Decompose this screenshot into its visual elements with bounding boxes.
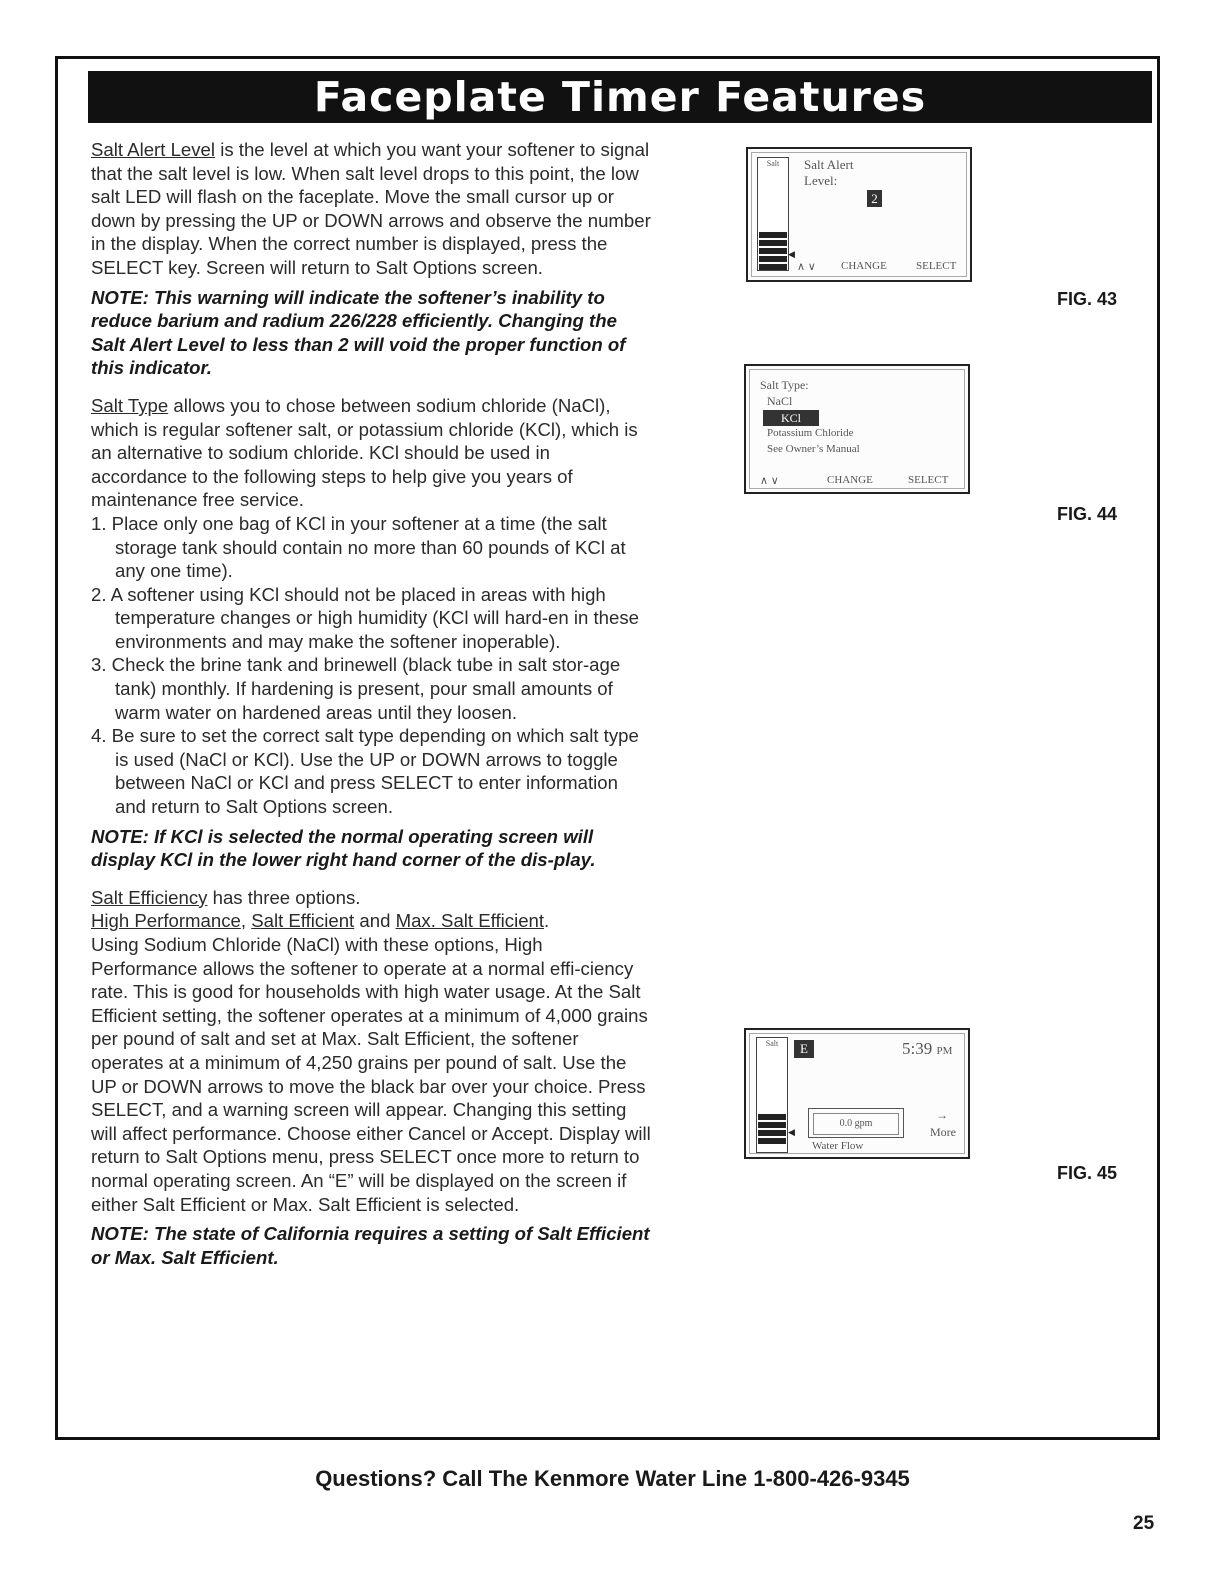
salt-level-bar bbox=[759, 248, 787, 254]
salt-level-bar bbox=[759, 232, 787, 238]
option-nacl: NaCl bbox=[767, 394, 793, 408]
list-item: 1. Place only one bag of KCl in your softener at a time (the salt storage tank should contain no more than 60 pounds of KCl at any one time). bbox=[91, 512, 626, 582]
efficiency-mode-indicator: E bbox=[794, 1040, 814, 1058]
salt-level-bar bbox=[758, 1138, 786, 1144]
fig45-label: FIG. 45 bbox=[1057, 1163, 1118, 1183]
change-label: CHANGE bbox=[827, 474, 873, 486]
salt-level-bar bbox=[758, 1122, 786, 1128]
fig43-display bbox=[746, 147, 972, 282]
alert-level-cursor-icon: ◀ bbox=[788, 249, 795, 259]
more-label: More bbox=[930, 1125, 956, 1139]
salt-type-paragraph: Salt Type allows you to chose between sodium chloride (NaCl), which is regular softener salt, or potassium chloride (KCl), which is an alternative to sodium chloride. KCl should be used in accordance to the following steps to help give you years of maintenance free service. bbox=[91, 394, 638, 511]
list-item: 2. A softener using KCl should not be placed in areas with high temperature changes or high humidity (KCl will hard-en in these environments and may make the softener inoperable). bbox=[91, 583, 639, 652]
footer-helpline: Questions? Call The Kenmore Water Line 1-800-426-9345 bbox=[315, 1466, 910, 1491]
option-kcl-selected: KCl bbox=[763, 410, 819, 426]
salt-efficiency-term: Salt Efficiency bbox=[91, 886, 208, 908]
salt-level-bar bbox=[758, 1130, 786, 1136]
fig45-display bbox=[744, 1028, 970, 1159]
fig44-label: FIG. 44 bbox=[1057, 504, 1118, 524]
level-label: Level: bbox=[804, 173, 838, 188]
salt-level-cursor-icon: ◀ bbox=[788, 1127, 795, 1137]
fig44-display bbox=[744, 364, 970, 494]
body-text bbox=[91, 138, 651, 1269]
list-item: 4. Be sure to set the correct salt type depending on which salt type is used (NaCl or KCl). Use the UP or DOWN arrows to toggle between NaCl or KCl and press SELECT to enter information and return to Salt Options screen. bbox=[91, 725, 639, 818]
option-see-manual: See Owner’s Manual bbox=[767, 443, 860, 455]
salt-efficiency-intro: Salt Efficiency has three options. bbox=[91, 886, 361, 908]
select-label: SELECT bbox=[916, 260, 957, 272]
salt-level-bar bbox=[759, 264, 787, 270]
salt-level-bar bbox=[759, 256, 787, 262]
salt-level-column bbox=[757, 157, 789, 271]
water-flow-value: 0.0 gpm bbox=[813, 1113, 899, 1135]
salt-type-label: Salt Type: bbox=[760, 378, 809, 392]
option-potassium-chloride: Potassium Chloride bbox=[767, 427, 854, 439]
salt-level-bar bbox=[758, 1114, 786, 1120]
more-arrow-icon: → bbox=[936, 1108, 948, 1122]
salt-type-term: Salt Type bbox=[91, 394, 169, 416]
salt-level-column bbox=[756, 1037, 788, 1153]
kcl-steps-list bbox=[91, 512, 651, 819]
fig43-label: FIG. 43 bbox=[1057, 289, 1118, 309]
clock-time: 5:39 PM bbox=[902, 1039, 953, 1058]
salt-alert-label: Salt Alert bbox=[804, 157, 854, 172]
up-down-arrows: ∧ ∨ bbox=[797, 261, 816, 273]
salt-type-note: NOTE: If KCl is selected the normal operating screen will display KCl in the lower right hand corner of the dis-play. bbox=[91, 825, 596, 871]
select-label: SELECT bbox=[908, 474, 949, 486]
up-down-arrows: ∧ ∨ bbox=[760, 475, 779, 487]
salt-alert-term: Salt Alert Level bbox=[91, 139, 216, 160]
salt-alert-note: NOTE: This warning will indicate the softener’s inability to reduce barium and radium 226/228 efficiently. Changing the Salt Alert Level to less than 2 will void the proper function of this indicator. bbox=[91, 286, 626, 379]
salt-level-bar bbox=[759, 240, 787, 246]
water-flow-label: Water Flow bbox=[812, 1140, 864, 1152]
page-number: 25 bbox=[1133, 1513, 1155, 1534]
list-item: 3. Check the brine tank and brinewell (black tube in salt stor-age tank) monthly. If hardening is present, pour small amounts of warm water on hardened areas until they loosen. bbox=[91, 654, 621, 723]
salt-label: Salt bbox=[765, 1039, 779, 1048]
salt-efficiency-options: High Performance, Salt Efficient and Max. Salt Efficient. bbox=[91, 910, 550, 932]
salt-alert-paragraph: Salt Alert Level is the level at which you want your softener to signal that the salt level is low. When salt level drops to this point, the low salt LED will flash on the faceplate. Move the small cursor up or down by pressing the UP or DOWN arrows and observe the number in the display. When the correct number is displayed, press the SELECT key. Screen will return to Salt Options screen. bbox=[91, 139, 651, 278]
alert-level-value: 2 bbox=[867, 190, 882, 207]
salt-label: Salt bbox=[766, 159, 780, 168]
water-flow-value-box bbox=[808, 1108, 904, 1138]
salt-efficiency-paragraph: Using Sodium Chloride (NaCl) with these options, High Performance allows the softener to operate at a normal effi-ciency rate. This is good for households with high water usage. At the Salt Efficient setting, the softener operates at a minimum of 4,000 grains per pound of salt and set at Max. Salt Efficient, the softener operates at a minimum of 4,250 grains per pound of salt. Use the UP or DOWN arrows to move the black bar over your choice. Press SELECT, and a warning screen will appear. Changing this setting will affect performance. Choose either Cancel or Accept. Display will return to Salt Options menu, press SELECT once more to return to normal operating screen. An “E” will be displayed on the screen if either Salt Efficient or Max. Salt Efficient is selected. bbox=[91, 934, 651, 1215]
page-title: Faceplate Timer Features bbox=[88, 71, 1152, 123]
salt-efficiency-note: NOTE: The state of California requires a setting of Salt Efficient or Max. Salt Efficient. bbox=[91, 1223, 650, 1268]
change-label: CHANGE bbox=[841, 260, 887, 272]
